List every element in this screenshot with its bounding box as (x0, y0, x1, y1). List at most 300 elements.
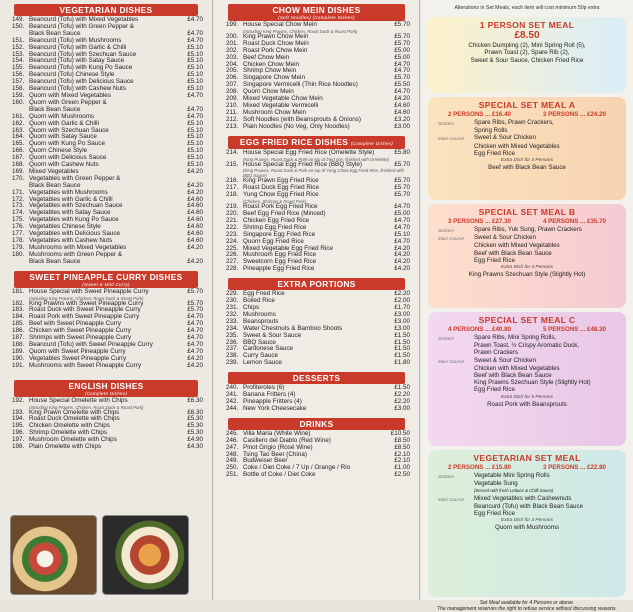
item-price: £5.50 (394, 81, 410, 89)
item-name: Banana Fritters (4) (243, 391, 296, 399)
item-name: Beancurd (Tofu) with Mushrooms (29, 36, 122, 44)
item-number: 199. (226, 21, 239, 28)
starter-item: Vegetable Sung (474, 480, 518, 488)
course-label (432, 257, 474, 264)
item-price: £5.00 (394, 46, 410, 54)
main-course-row (432, 250, 622, 257)
item-number: 197. (12, 436, 25, 444)
item-number: 159. (12, 91, 25, 99)
main-course-item: Chicken with Mixed Vegetables (474, 242, 560, 250)
item-price: £8.50 (394, 443, 410, 451)
extra-dish-label: Extra Dish for 3 Persons (501, 158, 553, 164)
item-name: Roast Duck Omelette with Chips (29, 415, 120, 423)
section-header-vegetarian: VEGETARIAN DISHES (14, 4, 198, 16)
item-number (12, 259, 29, 266)
item-name: Mushrooms with Green Pepper & (29, 250, 123, 258)
item-number: 178. (12, 237, 25, 244)
item-name: Pineapple Egg Fried Rice (243, 265, 315, 273)
item-name: Beancurd (Tofu) with Szechuan Sauce (29, 50, 137, 58)
item-number: 185. (12, 320, 25, 328)
course-label (432, 372, 474, 379)
item-number: 250. (226, 464, 239, 472)
main-course-item: Mixed Vegetables with Cashewnuts (474, 494, 572, 502)
item-name: Plain Noodles (No Veg, Only Noodles) (243, 122, 350, 130)
item-name: Roast Pork with Sweet Pineapple Curry (29, 313, 140, 321)
item-number: 168. (12, 161, 25, 169)
item-number: 211. (226, 108, 238, 116)
item-number: 177. (12, 230, 25, 238)
item-number: 188. (12, 340, 25, 348)
item-price: £4.60 (187, 216, 203, 224)
item-name: Black Bean Sauce (29, 105, 81, 113)
item-number: 216. (226, 177, 239, 185)
item-number: 222. (226, 223, 239, 231)
item-number: 152. (12, 43, 25, 51)
item-number: 245. (226, 429, 239, 437)
course-label: Main Course (438, 358, 465, 364)
item-price: £5.30 (187, 422, 203, 430)
set-meal-line: Sweet & Sour Sauce, Chicken Fried Rice (470, 56, 584, 64)
item-name: Vegetables with Kung Po Sauce (29, 216, 119, 224)
starter-row (432, 342, 622, 349)
item-price: £4.60 (187, 223, 203, 231)
item-price: £5.70 (394, 74, 410, 82)
menu-item (226, 22, 410, 29)
extra-dish: Quorn with Mushrooms (495, 524, 559, 532)
item-name: Mushrooms with Sweet Pineapple Curry (29, 361, 141, 369)
main-course-row (432, 357, 622, 365)
item-number: 241. (226, 391, 239, 399)
item-name: Mushroom Omelette with Chips (29, 436, 117, 444)
course-label (432, 365, 474, 372)
item-number: 161. (12, 112, 25, 120)
item-number: 240. (226, 384, 239, 392)
section-header-desserts: DESSERTS (228, 372, 405, 384)
item-name: Mushroom Egg Fried Rice (243, 251, 317, 259)
item-name: Lemon Sauce (243, 359, 282, 367)
item-price: £3.00 (394, 122, 410, 130)
item-price: £4.70 (394, 67, 410, 75)
item-price: £4.20 (187, 188, 203, 196)
item-name: Sweet & Sour Sauce (243, 331, 302, 339)
desserts-list (214, 384, 419, 413)
course-label (432, 386, 474, 393)
item-number: 232. (226, 310, 239, 318)
item-price: £5.10 (187, 57, 203, 65)
item-number: 247. (226, 443, 239, 451)
section-header-english: ENGLISH DISHES (Complete Dishes) (14, 380, 198, 397)
item-price: £4.20 (187, 361, 203, 369)
course-label: Starters (438, 228, 455, 233)
main-course-row (432, 379, 622, 386)
price-option: 3 PERSONS ... £22.80 (543, 464, 606, 471)
item-number: 198. (12, 443, 25, 451)
course-label (432, 480, 474, 487)
item-number: 174. (12, 209, 25, 217)
item-price: £4.20 (187, 167, 203, 175)
food-photo-image (10, 515, 97, 595)
main-course-row (432, 386, 622, 393)
item-name: Yung Chow Egg Fried Rice (243, 191, 319, 199)
set-meals-column (421, 0, 633, 612)
item-name: Beef with Sweet Pineapple Curry (29, 320, 122, 328)
item-number: 203. (226, 53, 239, 61)
item-name: Quorn with Satay Sauce (29, 133, 97, 141)
item-name: Beancurd (Tofu) with Cashew Nuts (29, 85, 126, 93)
food-photo-image (102, 515, 189, 595)
item-price: £4.70 (187, 347, 203, 355)
item-name: House Special Omelette with Chips (29, 396, 128, 404)
item-name: Shrimp Chow Mein (243, 67, 297, 75)
item-number: 186. (12, 327, 25, 335)
item-number: 231. (226, 304, 239, 311)
starter-item: Spare Ribs, Prawn Crackers, (474, 119, 554, 126)
extra-portions-list (214, 290, 419, 367)
item-name: Quorn with Delicious Sauce (29, 154, 107, 162)
item-price: £1.50 (394, 345, 410, 353)
item-number: 205. (226, 67, 239, 75)
alterations-notice: Alterations in Set Meals, each item will cost minimum 50p extra (454, 5, 600, 11)
item-name: Vegetables with Cashew Nuts (29, 237, 113, 244)
item-name: New York Cheesecake (243, 404, 307, 412)
item-name: Vegetables with Satay Sauce (29, 209, 111, 217)
item-name: Beancurd (Tofu) Chinese Style (29, 71, 115, 79)
main-course-item: Egg Fried Rice (474, 510, 515, 518)
item-name: Beef Egg Fried Rice (Minced) (243, 210, 326, 218)
item-price: £3.00 (394, 324, 410, 332)
item-number: 187. (12, 334, 25, 342)
item-price: £1.50 (394, 352, 410, 360)
item-price: £4.70 (187, 327, 203, 335)
menu-column-middle (214, 0, 420, 600)
main-course-row (432, 242, 622, 249)
item-name: House Special Chow Mein (243, 21, 317, 28)
item-price: £4.70 (187, 334, 203, 342)
section-header-eggfried: EGG FRIED RICE DISHES (Complete Dishes) (228, 136, 405, 149)
main-course-row (432, 234, 622, 242)
course-label (432, 503, 474, 510)
item-name: King Prawn Egg Fried Rice (243, 177, 319, 185)
item-price: £4.60 (187, 237, 203, 244)
item-name: Quorn with Sweet Pineapple Curry (29, 347, 126, 355)
item-price: £3.00 (394, 310, 410, 318)
item-number: 207. (226, 81, 239, 89)
main-course-row (432, 495, 622, 503)
starter-row (432, 127, 622, 134)
starter-row (432, 349, 622, 356)
item-number: 169. (12, 167, 25, 175)
item-number: 160. (12, 98, 25, 106)
item-number: 215. (226, 160, 239, 168)
main-course-item: Sweet & Sour Chicken (474, 134, 536, 142)
item-price: £4.70 (394, 237, 410, 245)
item-number: 158. (12, 85, 25, 93)
item-name: Chips (243, 304, 260, 311)
set-meal-prices (432, 325, 622, 334)
item-number: 170. (12, 174, 25, 182)
item-note: (Chicken, Shrimps & Roast Pork) (243, 199, 307, 205)
item-name: Coke / Diet Coke / 7 Up / Orange / Rio (243, 464, 351, 472)
item-name: Vegetables Chinese Style (29, 223, 101, 231)
item-number: 221. (226, 216, 239, 224)
set-meal-line: Prawn Toast (2), Spare Rib (2), (484, 49, 570, 57)
item-price: £4.70 (394, 60, 410, 68)
item-price: £4.20 (187, 243, 203, 251)
item-name: Mushrooms with Mixed Vegetables (29, 243, 127, 251)
item-number: 204. (226, 60, 239, 68)
item-name: Quorn with Green Pepper & (29, 98, 107, 106)
set-meal-title: 1 PERSON SET MEAL (479, 20, 575, 30)
item-price: £5.70 (394, 32, 410, 40)
item-number: 163. (12, 126, 25, 134)
item-number: 167. (12, 154, 25, 162)
starter-note-row (432, 487, 622, 494)
price-option: 4 PERSONS ... £40.80 (448, 326, 511, 333)
starter-row (432, 226, 622, 234)
item-name: Vegetables with Szechuan Sauce (29, 202, 123, 210)
course-label: Starters (438, 336, 455, 341)
item-number: 156. (12, 71, 25, 79)
item-number: 238. (226, 352, 239, 360)
item-name: Beancurd (Tofu) with Garlic & Chilli (29, 43, 127, 51)
spacer (432, 487, 474, 494)
set-meal-prices (432, 110, 622, 119)
item-number: 153. (12, 50, 25, 58)
item-name: House Special Egg Fried Rice (BBQ Style) (243, 160, 362, 168)
price-option: 3 PERSONS ... £27.30 (448, 218, 511, 225)
item-note: (Including King Prawns, Chicken, Roast Duck & Roast Pork) (29, 295, 144, 301)
item-name: Quorn with Mixed Vegetables (29, 91, 111, 99)
section-header-pineapple: SWEET PINEAPPLE CURRY DISHES (Sweet & Mild Curry) (14, 271, 198, 288)
menu-item (226, 406, 410, 413)
one-person-set-meal (428, 17, 626, 93)
item-price: £5.70 (187, 306, 203, 314)
menu-item (12, 289, 203, 296)
item-price: £4.70 (394, 216, 410, 224)
set-meal-title: SPECIAL SET MEAL C (478, 315, 576, 325)
extra-dish: Roast Pork with Beansprouts (487, 400, 567, 408)
item-name: Roast Duck Egg Fried Rice (243, 184, 319, 192)
item-number: 224. (226, 237, 239, 245)
item-name: Quorn Chinese Style (29, 147, 88, 155)
item-name: Beef Chow Mein (243, 53, 290, 61)
course-label (432, 250, 474, 257)
item-number: 209. (226, 95, 239, 103)
item-number: 162. (12, 119, 25, 127)
item-price: £5.10 (187, 64, 203, 72)
main-course-item: Chicken with Mixed Vegetables (474, 364, 560, 372)
item-number: 165. (12, 140, 25, 148)
item-number: 225. (226, 244, 239, 252)
item-number: 166. (12, 147, 25, 155)
item-number: 184. (12, 313, 25, 321)
item-price: £4.20 (187, 257, 203, 265)
item-price: £4.20 (394, 258, 410, 266)
item-price: £5.10 (187, 147, 203, 155)
item-name: Quorn with Mushrooms (29, 112, 95, 120)
item-price: £4.20 (394, 251, 410, 259)
item-price: £5.00 (394, 53, 410, 61)
set-meal-prices (432, 463, 622, 472)
item-price: £4.70 (187, 36, 203, 44)
section-header-drinks: DRINKS (228, 418, 405, 430)
set-meal-b (428, 204, 626, 308)
item-name: Quorn with Kung Po Sauce (29, 140, 105, 148)
set-meal-c (428, 312, 626, 446)
set-meal-prices (432, 217, 622, 226)
item-number: 155. (12, 64, 25, 72)
item-price: £5.70 (394, 191, 410, 199)
item-name: Vegetables with Garlic & Chilli (29, 195, 113, 203)
main-course-item: Chicken with Mixed Vegetables (474, 142, 560, 150)
item-number: 195. (12, 422, 25, 430)
item-price: £5.10 (187, 126, 203, 134)
item-name: King Prawns with Sweet Pineapple Curry (29, 299, 144, 307)
item-name: Mushrooms (243, 310, 276, 318)
item-name: Singapore Vermicelli (Thin Rice Noodles) (243, 81, 358, 89)
item-name: Roast Duck Chow Mein (243, 39, 309, 47)
item-name: Beancurd (Tofu) with Mixed Vegetables (29, 16, 139, 23)
main-course-row (432, 503, 622, 510)
menu-item (226, 192, 410, 199)
item-price: £4.70 (394, 203, 410, 211)
main-course-row (432, 150, 622, 157)
item-number: 230. (226, 297, 239, 305)
item-price: £5.70 (394, 177, 410, 185)
item-note: (King Prawns, Roast Duck & Pork on top of Yung Chow Egg Fried Rice, finished with BBQ Sauce) (243, 168, 404, 179)
item-name: Chicken Chow Mein (243, 60, 299, 68)
starter-item: Spare Ribs, Yuk Sung, Prawn Crackers (474, 226, 582, 233)
item-name: Quorn with Garlic & Chilli (29, 119, 99, 127)
course-label: Starters (438, 121, 455, 126)
item-name: Budweiser Beer (243, 457, 288, 465)
item-price: £4.60 (394, 108, 410, 116)
item-price: £5.10 (187, 78, 203, 86)
item-number: 194. (12, 415, 25, 423)
course-label (432, 150, 474, 157)
item-number: 226. (226, 251, 239, 259)
item-price: £3.00 (394, 404, 410, 412)
item-price: £6.30 (187, 396, 203, 404)
menu-item (226, 124, 410, 131)
starter-row (432, 119, 622, 127)
item-name: Mixed Vegetables (29, 167, 79, 175)
item-number: 151. (12, 36, 25, 44)
egg-fried-rice-list (214, 149, 419, 274)
item-name: Profiteroles (6) (243, 384, 285, 392)
item-number: 217. (226, 184, 239, 192)
item-number: 192. (12, 396, 25, 404)
item-name: Vegetables with Delicious Sauce (29, 230, 121, 238)
item-number: 244. (226, 404, 239, 412)
extra-dish-label: Extra Dish for 4 Persons (501, 265, 553, 271)
item-name: Curry Sauce (243, 352, 278, 360)
item-name: Beancurd (Tofu) with Kung Po Sauce (29, 64, 133, 72)
main-course-item: King Prawns Szechuan Style (Slightly Hot) (474, 379, 591, 387)
item-price: £5.10 (187, 71, 203, 79)
item-name: Tsing Tao Beer (China) (243, 450, 307, 458)
course-label: Main Course (438, 496, 465, 502)
item-price: £4.70 (187, 340, 203, 348)
starter-item: Spring Rolls (474, 127, 508, 135)
main-course-row (432, 372, 622, 379)
item-number: 213. (226, 122, 239, 130)
item-price: £5.70 (394, 160, 410, 168)
item-name: Chicken with Sweet Pineapple Curry (29, 327, 131, 335)
starter-item: Prawn Toast, ½ Crispy Aromatic Duck, (474, 342, 580, 350)
item-name: Water Chestnuts & Bamboo Shoots (243, 324, 343, 332)
item-price: £2.20 (394, 290, 410, 298)
main-course-item: Beancurd (Tofu) with Black Bean Sauce (474, 502, 584, 510)
main-course-row (432, 143, 622, 150)
item-number: 173. (12, 202, 25, 210)
item-note: (Including King Prawns, Chicken, Roast Duck & Roast Pork) (29, 404, 144, 410)
main-course-item: Egg Fried Rice (474, 256, 515, 264)
item-name: Casillero del Diablo (Red Wine) (243, 436, 331, 444)
item-number: 190. (12, 354, 25, 362)
chowmein-list (214, 21, 419, 131)
item-name: Chicken Egg Fried Rice (243, 216, 310, 224)
item-name: Boiled Rice (243, 297, 275, 305)
item-name: Mixed Vegetable Vermicelli (243, 101, 319, 109)
item-price: £4.60 (187, 202, 203, 210)
item-name: Roast Pork Chow Mein (243, 46, 308, 54)
item-price: £2.20 (394, 397, 410, 405)
course-label (432, 143, 474, 150)
food-photos (10, 515, 210, 597)
set-meal-price: £8.50 (514, 30, 540, 41)
item-name: Shrimp Egg Fried Rice (243, 223, 307, 231)
item-price: £2.10 (394, 450, 410, 458)
item-price: £1.50 (394, 384, 410, 392)
item-name: House Special Egg Fried Rice (Omelette Style) (243, 148, 375, 156)
set-meal-line: Chicken Dumpling (2), Mini Spring Roll (5), (468, 42, 586, 49)
item-name: Bottle of Coke / Diet Coke (243, 471, 316, 479)
item-name: Roast Duck with Sweet Pineapple Curry (29, 306, 141, 314)
item-number: 214. (226, 148, 239, 156)
item-price: £3.00 (394, 317, 410, 325)
item-number: 179. (12, 243, 25, 251)
item-name: Beancurd (Tofu) with Satay Sauce (29, 57, 125, 65)
item-price: £4.60 (394, 101, 410, 109)
item-price: £1.50 (394, 331, 410, 339)
item-number: 249. (226, 457, 239, 465)
item-note: (King Prawns, Roast Duck & Pork on top of fried rice, finished with Omelette) (243, 156, 389, 162)
item-price: £4.20 (394, 244, 410, 252)
item-price: £5.10 (187, 50, 203, 58)
item-price: £4.70 (187, 320, 203, 328)
item-number: 183. (12, 306, 25, 314)
menu-item (12, 363, 203, 370)
menu-item (226, 360, 410, 367)
item-number: 248. (226, 450, 239, 458)
item-price: £6.30 (187, 408, 203, 416)
item-number: 193. (12, 408, 25, 416)
menu-item (12, 259, 203, 266)
item-number: 189. (12, 347, 25, 355)
item-number: 235. (226, 331, 239, 339)
menu-item (226, 162, 410, 169)
item-number: 201. (226, 39, 239, 47)
set-meal-title: SPECIAL SET MEAL A (478, 100, 576, 110)
item-price: £4.70 (187, 105, 203, 113)
item-number: 237. (226, 345, 239, 353)
item-price: £4.60 (187, 230, 203, 238)
item-number: 154. (12, 57, 25, 65)
item-name: BBQ Sauce (243, 338, 276, 346)
main-course-item: Beef with Black Bean Sauce (474, 249, 552, 257)
course-label (432, 349, 474, 356)
